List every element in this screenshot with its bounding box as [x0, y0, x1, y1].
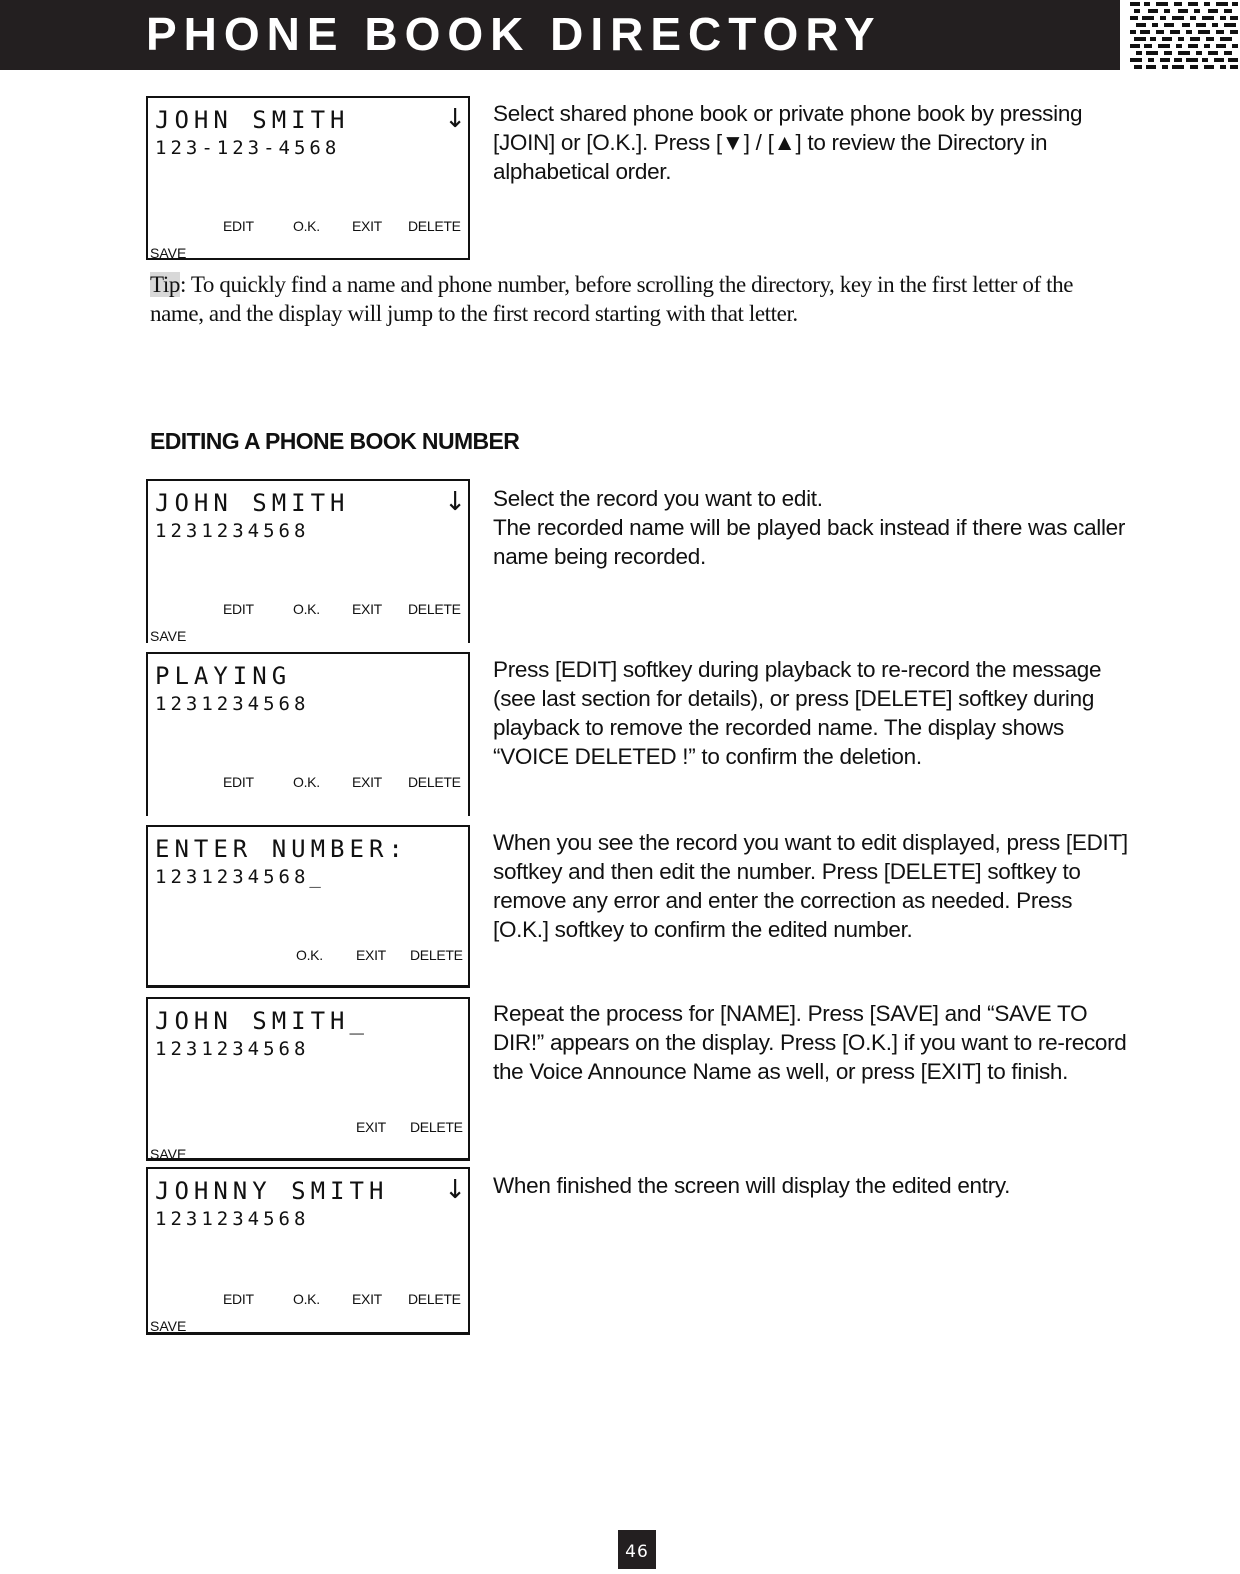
lcd-prompt-line: ENTER NUMBER:	[155, 835, 408, 863]
softkey-save[interactable]: SAVE	[150, 1318, 187, 1334]
softkey-edit[interactable]: EDIT	[223, 601, 254, 617]
lcd-status-line: PLAYING	[155, 662, 292, 690]
page-number: 46	[618, 1530, 656, 1569]
softkey-save[interactable]: SAVE	[150, 628, 187, 644]
softkey-exit[interactable]: EXIT	[352, 1291, 382, 1307]
softkey-exit[interactable]: EXIT	[352, 601, 382, 617]
softkey-edit[interactable]: EDIT	[223, 1291, 254, 1307]
softkey-save[interactable]: SAVE	[150, 245, 187, 261]
description-select-phonebook: Select shared phone book or private phone book by pressing [JOIN] or [O.K.]. Press [▼] / [▲] to review the Directory in alphabetical order.	[493, 101, 1083, 184]
lcd-screen-edited-entry	[146, 1167, 470, 1335]
softkey-delete[interactable]: DELETE	[408, 601, 461, 617]
softkey-delete[interactable]: DELETE	[408, 1291, 461, 1307]
tip-paragraph	[150, 270, 1110, 328]
lcd-number-line: 1231234568	[155, 520, 310, 542]
page-title: PHONE BOOK DIRECTORY	[146, 8, 882, 60]
tip-label: Tip	[150, 272, 180, 297]
softkey-edit[interactable]: EDIT	[223, 774, 254, 790]
lcd-number-line: 1231234568	[155, 1208, 310, 1230]
lcd-screen-directory	[146, 96, 470, 260]
down-arrow-icon: ↓	[444, 487, 466, 517]
decorative-pattern-icon	[1128, 0, 1240, 72]
lcd-number-input: 1231234568_	[155, 866, 325, 888]
lcd-screen-edit-name	[146, 997, 470, 1161]
lcd-number-line: 1231234568	[155, 1038, 310, 1060]
softkey-exit[interactable]: EXIT	[352, 774, 382, 790]
softkey-save[interactable]: SAVE	[150, 1146, 187, 1162]
lcd-number-line: 1231234568	[155, 693, 310, 715]
tip-text: : To quickly find a name and phone number, before scrolling the directory, key in the first letter of the name, and the display will jump to the first record starting with that letter.	[150, 272, 1074, 326]
description-edit-number: When you see the record you want to edit displayed, press [EDIT] softkey and then edit the number. Press [DELETE] softkey to remove any error and enter the correction as needed. Press [O.K.] softkey to confirm the edited number.	[493, 830, 1128, 942]
softkey-exit[interactable]: EXIT	[356, 947, 386, 963]
softkey-ok[interactable]: O.K.	[293, 1291, 320, 1307]
softkey-delete[interactable]: DELETE	[408, 218, 461, 234]
lcd-screen-playing	[146, 652, 470, 816]
description-playback: Press [EDIT] softkey during playback to re-record the message (see last section for details), or press [DELETE] softkey during playback to remove the recorded name. The display shows “VOICE DELETED !” to confirm the deletion.	[493, 657, 1102, 769]
lcd-name-line: JOHNNY SMITH	[155, 1177, 389, 1205]
description-repeat-name: Repeat the process for [NAME]. Press [SAVE] and “SAVE TO DIR!” appears on the display. Press [O.K.] if you want to re-record the Voice Announce Name as well, or press [EXIT] to finish.	[493, 1001, 1127, 1084]
lcd-number-line: 123-123-4568	[155, 137, 341, 159]
lcd-screen-enter-number	[146, 825, 470, 988]
lcd-screen-select-record	[146, 479, 470, 643]
section-title: EDITING A PHONE BOOK NUMBER	[150, 428, 520, 454]
softkey-ok[interactable]: O.K.	[293, 774, 320, 790]
softkey-edit[interactable]: EDIT	[223, 218, 254, 234]
lcd-name-input: JOHN SMITH_	[155, 1007, 369, 1035]
softkey-exit[interactable]: EXIT	[352, 218, 382, 234]
down-arrow-icon: ↓	[444, 104, 466, 134]
header-bar	[0, 0, 1120, 70]
softkey-exit[interactable]: EXIT	[356, 1119, 386, 1135]
lcd-name-line: JOHN SMITH	[155, 106, 350, 134]
softkey-ok[interactable]: O.K.	[296, 947, 323, 963]
softkey-delete[interactable]: DELETE	[410, 947, 463, 963]
down-arrow-icon: ↓	[444, 1175, 466, 1205]
description-select-record-line1: Select the record you want to edit.	[493, 486, 823, 511]
description-finished: When finished the screen will display the edited entry.	[493, 1173, 1011, 1198]
softkey-delete[interactable]: DELETE	[408, 774, 461, 790]
description-select-record-line2: The recorded name will be played back instead if there was caller name being recorded.	[493, 515, 1126, 569]
description-select-record	[493, 484, 1133, 571]
lcd-name-line: JOHN SMITH	[155, 489, 350, 517]
softkey-ok[interactable]: O.K.	[293, 601, 320, 617]
softkey-delete[interactable]: DELETE	[410, 1119, 463, 1135]
softkey-ok[interactable]: O.K.	[293, 218, 320, 234]
